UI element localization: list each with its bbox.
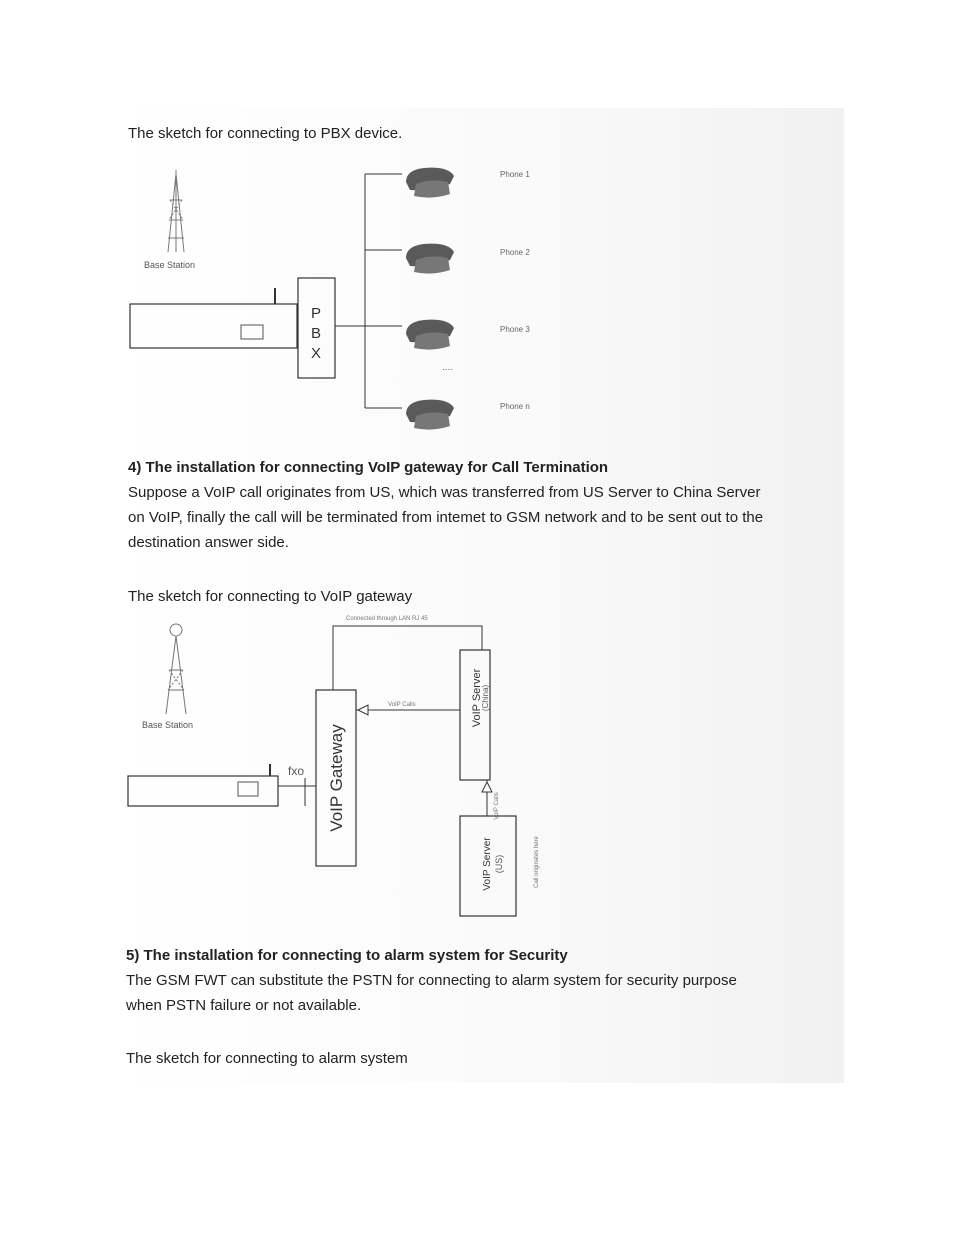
pbx-box	[298, 278, 335, 378]
pbx-letter-b: B	[310, 325, 322, 342]
base-station-label: Base Station	[142, 720, 194, 730]
base-station-tower-icon	[166, 624, 186, 714]
alarm-paragraph-line-2: when PSTN failure or not available.	[126, 997, 362, 1014]
base-station-tower-icon	[168, 170, 184, 252]
us-server-box	[460, 816, 516, 916]
voip-calls-label: VoIP Calls	[388, 702, 416, 708]
phone-icon	[406, 244, 454, 274]
voip-links	[333, 626, 492, 816]
alarm-caption: The sketch for connecting to alarm system	[126, 1050, 408, 1067]
us-server-label: VoIP Server	[482, 837, 493, 891]
phone-label: Phone 2	[500, 248, 530, 257]
gsm-fwt-terminal	[130, 288, 297, 348]
voip-gateway-label: VoIP Gateway	[327, 724, 346, 832]
china-server-box	[460, 650, 490, 780]
pbx-diagram	[120, 160, 570, 445]
voip-paragraph-line-2: on VoIP, finally the call will be terminated from intemet to GSM network and to be sent out to the	[128, 509, 764, 526]
pbx-phone-lines	[335, 174, 402, 408]
phone-label: Phone n	[500, 402, 530, 411]
top-link-label: Connected through LAN RJ 45	[346, 616, 428, 622]
alarm-paragraph-line-1: The GSM FWT can substitute the PSTN for connecting to alarm system for security purpose	[126, 972, 737, 989]
phone-icon	[406, 320, 454, 350]
call-originates-label: Call originates here	[534, 836, 540, 888]
pbx-caption: The sketch for connecting to PBX device.	[128, 125, 403, 142]
china-server-label: VoIP Server	[471, 668, 483, 728]
phone-icon	[406, 168, 454, 198]
base-station-label: Base Station	[144, 260, 196, 270]
fxo-label: fxo	[288, 764, 305, 778]
us-server-sub: (US)	[494, 854, 504, 874]
gsm-fwt-terminal	[128, 764, 278, 806]
voip-paragraph-line-3: destination answer side.	[128, 534, 289, 551]
phone-icon	[406, 400, 454, 430]
pbx-letter-p: P	[310, 305, 322, 322]
phone-ellipsis: ....	[442, 362, 454, 373]
pbx-letter-x: X	[310, 345, 322, 362]
phone-label: Phone 3	[500, 325, 530, 334]
phone-label: Phone 1	[500, 170, 530, 179]
alarm-heading: 5) The installation for connecting to alarm system for Security	[126, 947, 568, 964]
voip-paragraph-line-1: Suppose a VoIP call originates from US, which was transferred from US Server to China Server	[128, 484, 761, 501]
voip-calls-vertical-label: VoIP Calls	[494, 792, 500, 820]
voip-heading: 4) The installation for connecting VoIP gateway for Call Termination	[128, 459, 609, 476]
voip-caption: The sketch for connecting to VoIP gateway	[128, 588, 413, 605]
voip-gateway-box	[316, 690, 356, 866]
voip-diagram	[120, 610, 560, 920]
china-server-sub: (China)	[481, 684, 490, 712]
